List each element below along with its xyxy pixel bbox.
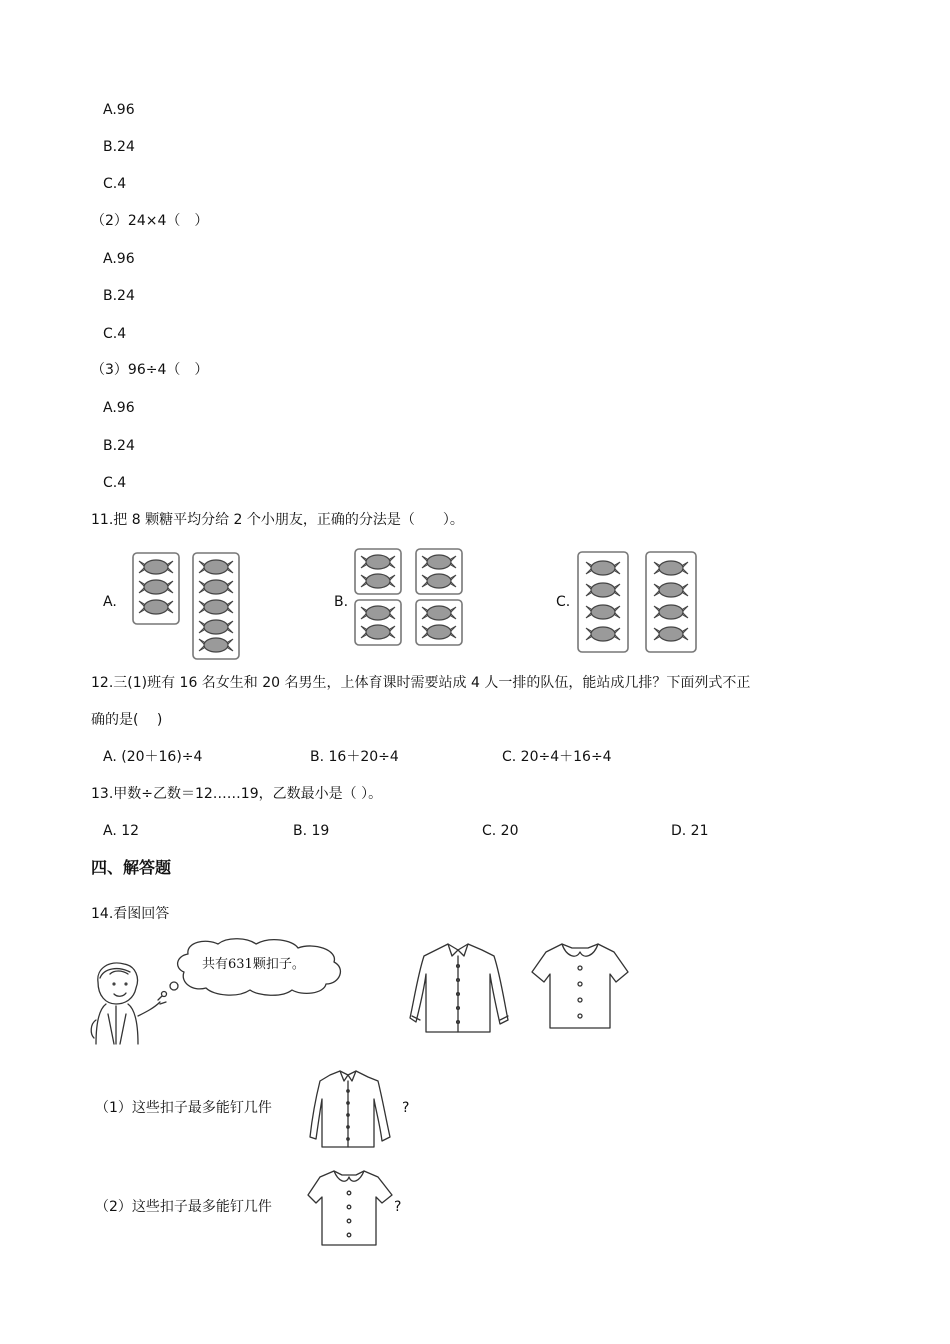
option-c[interactable]: C. 20÷4＋16÷4 (502, 749, 612, 765)
option-c-label[interactable]: C. (556, 594, 571, 610)
long-sleeve-shirt-image (410, 940, 520, 1040)
question-12-line-1: 12.三(1)班有 16 名女生和 20 名男生，上体育课时需要站成 4 人一排的队伍，能站成几排？下面列式不正 (91, 675, 751, 691)
option-b[interactable]: B. 19 (293, 823, 330, 839)
option-c-candy-groups (578, 552, 696, 652)
question-13: 13.甲数÷乙数＝12……19，乙数最小是（ ）。 (91, 786, 383, 802)
option-b[interactable]: B.24 (103, 288, 135, 304)
option-a-candy-groups (133, 553, 239, 659)
boy-with-speech-bubble-illustration (88, 938, 358, 1048)
short-sleeve-blouse-icon (308, 1165, 398, 1250)
option-c[interactable]: C.4 (103, 475, 127, 491)
option-b-label[interactable]: B. (334, 594, 349, 610)
question-12-line-2: 确的是( ) (91, 712, 163, 728)
question-10-part-2: （2）24×4（ ） (91, 213, 209, 229)
question-14-part-2: （2）这些扣子最多能钉几件 (95, 1199, 272, 1215)
option-a[interactable]: A. 12 (103, 823, 140, 839)
option-b[interactable]: B.24 (103, 139, 135, 155)
question-mark: ? (394, 1199, 402, 1215)
option-b[interactable]: B.24 (103, 438, 135, 454)
question-14-part-1: （1）这些扣子最多能钉几件 (95, 1100, 272, 1116)
option-c[interactable]: C.4 (103, 326, 127, 342)
option-c[interactable]: C. 20 (482, 823, 519, 839)
option-a[interactable]: A.96 (103, 400, 135, 416)
candy-groups-figure (0, 545, 950, 665)
question-10-part-3: （3）96÷4（ ） (91, 362, 209, 378)
option-a-label[interactable]: A. (103, 594, 117, 610)
section-title: 四、解答题 (91, 858, 172, 877)
question-mark: ? (402, 1100, 410, 1116)
option-a[interactable]: A. (20＋16)÷4 (103, 749, 203, 765)
option-a[interactable]: A.96 (103, 251, 135, 267)
question-11: 11.把 8 颗糖平均分给 2 个小朋友，正确的分法是（ ）。 (91, 512, 464, 528)
option-d[interactable]: D. 21 (671, 823, 709, 839)
speech-bubble-text: 共有631颗扣子。 (202, 957, 305, 972)
long-sleeve-shirt-icon (310, 1067, 400, 1152)
option-b[interactable]: B. 16＋20÷4 (310, 749, 399, 765)
short-sleeve-blouse-image (532, 938, 632, 1033)
question-14: 14.看图回答 (91, 906, 170, 922)
option-c[interactable]: C.4 (103, 176, 127, 192)
option-b-candy-groups (355, 549, 462, 645)
option-a[interactable]: A.96 (103, 102, 135, 118)
